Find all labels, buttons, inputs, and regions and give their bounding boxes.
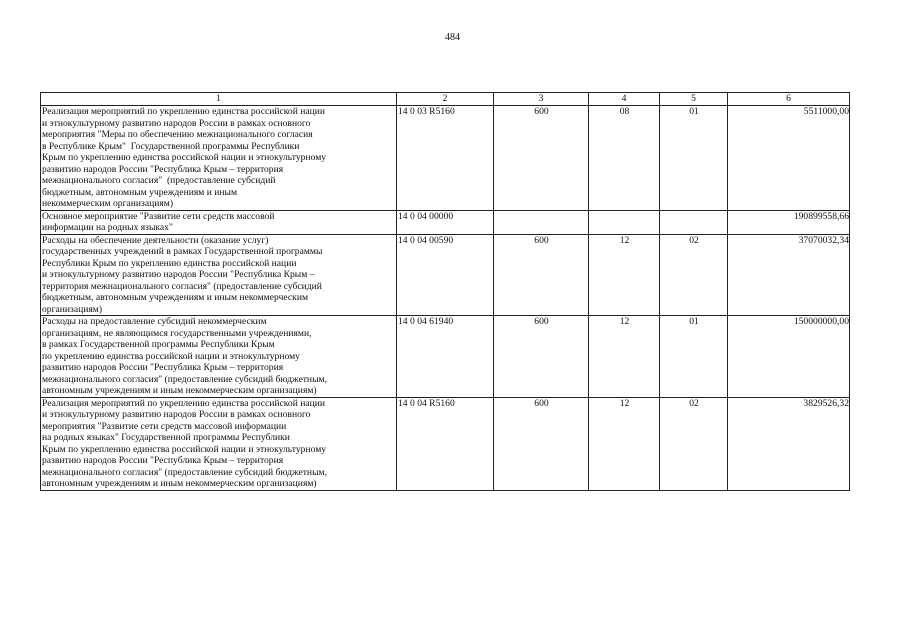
row-subsection: 01 (660, 316, 728, 398)
row-subsection: 02 (660, 397, 728, 490)
row-expense-type: 600 (494, 316, 589, 398)
row-section (589, 210, 660, 234)
row-target-code: 14 0 04 00000 (397, 210, 494, 234)
table-row (41, 106, 850, 211)
table-row (41, 234, 850, 316)
column-header: 4 (589, 93, 660, 106)
row-subsection: 02 (660, 234, 728, 316)
column-header: 1 (41, 93, 397, 106)
row-subsection (660, 210, 728, 234)
row-section: 08 (589, 106, 660, 211)
row-section: 12 (589, 234, 660, 316)
row-section: 12 (589, 316, 660, 398)
row-target-code: 14 0 04 00590 (397, 234, 494, 316)
row-amount: 3829526,32 (728, 397, 850, 490)
column-header: 3 (494, 93, 589, 106)
row-amount: 190899558,66 (728, 210, 850, 234)
row-target-code: 14 0 03 R5160 (397, 106, 494, 211)
row-expense-type: 600 (494, 234, 589, 316)
row-amount: 37070032,34 (728, 234, 850, 316)
row-description: Реализация мероприятий по укреплению единства российской нации и этнокультурному развитию народов России в рамках основного мероприятия "Меры по обеспечению межнационального согласия в Республике Крым" Государственной программы Республики Крым по укреплению единства российской нации и этнокультурному развитию народов России "Республика Крым – территория межнационального согласия" (предоставление субсидий бюджетным, автономным учреждениям и иным некоммерческим организациям) (41, 106, 397, 211)
row-amount: 150000000,00 (728, 316, 850, 398)
row-description: Расходы на предоставление субсидий некоммерческим организациям, не являющимся государственными учреждениями, в рамках Государственной программы Республики Крым по укреплению единства российской нации и этнокультурному развитию народов России "Республика Крым – территория межнационального согласия" (предоставление субсидий бюджетным, автономным учреждениям и иным некоммерческим организациям) (41, 316, 397, 398)
row-description: Расходы на обеспечение деятельности (оказание услуг) государственных учреждений в рамках Государственной программы Республики Крым по укреплению единства российской нации и этнокультурному развитию народов России "Республика Крым – территория межнационального согласия" (предоставление субсидий бюджетным, автономным учреждениям и иным некоммерческим организациям) (41, 234, 397, 316)
row-section: 12 (589, 397, 660, 490)
row-amount: 5511000,00 (728, 106, 850, 211)
row-subsection: 01 (660, 106, 728, 211)
row-expense-type: 600 (494, 106, 589, 211)
budget-table (40, 92, 850, 491)
table-row (41, 397, 850, 490)
column-header: 5 (660, 93, 728, 106)
row-description: Основное мероприятие "Развитие сети средств массовой информации на родных языках" (41, 210, 397, 234)
table-row (41, 316, 850, 398)
row-description: Реализация мероприятий по укреплению единства российской нации и этнокультурному развитию народов России в рамках основного мероприятия "Развитие сети средств массовой информации на родных языках" Государственной программы Республики Крым по укреплению единства российской нации и этнокультурному развитию народов России "Республика Крым – территория межнационального согласия" (предоставление субсидий бюджетным, автономным учреждениям и иным некоммерческим организациям) (41, 397, 397, 490)
column-header: 6 (728, 93, 850, 106)
table-row (41, 210, 850, 234)
page-number: 484 (445, 32, 460, 43)
row-target-code: 14 0 04 61940 (397, 316, 494, 398)
row-expense-type (494, 210, 589, 234)
row-expense-type: 600 (494, 397, 589, 490)
header-row (41, 93, 850, 106)
row-target-code: 14 0 04 R5160 (397, 397, 494, 490)
column-header: 2 (397, 93, 494, 106)
